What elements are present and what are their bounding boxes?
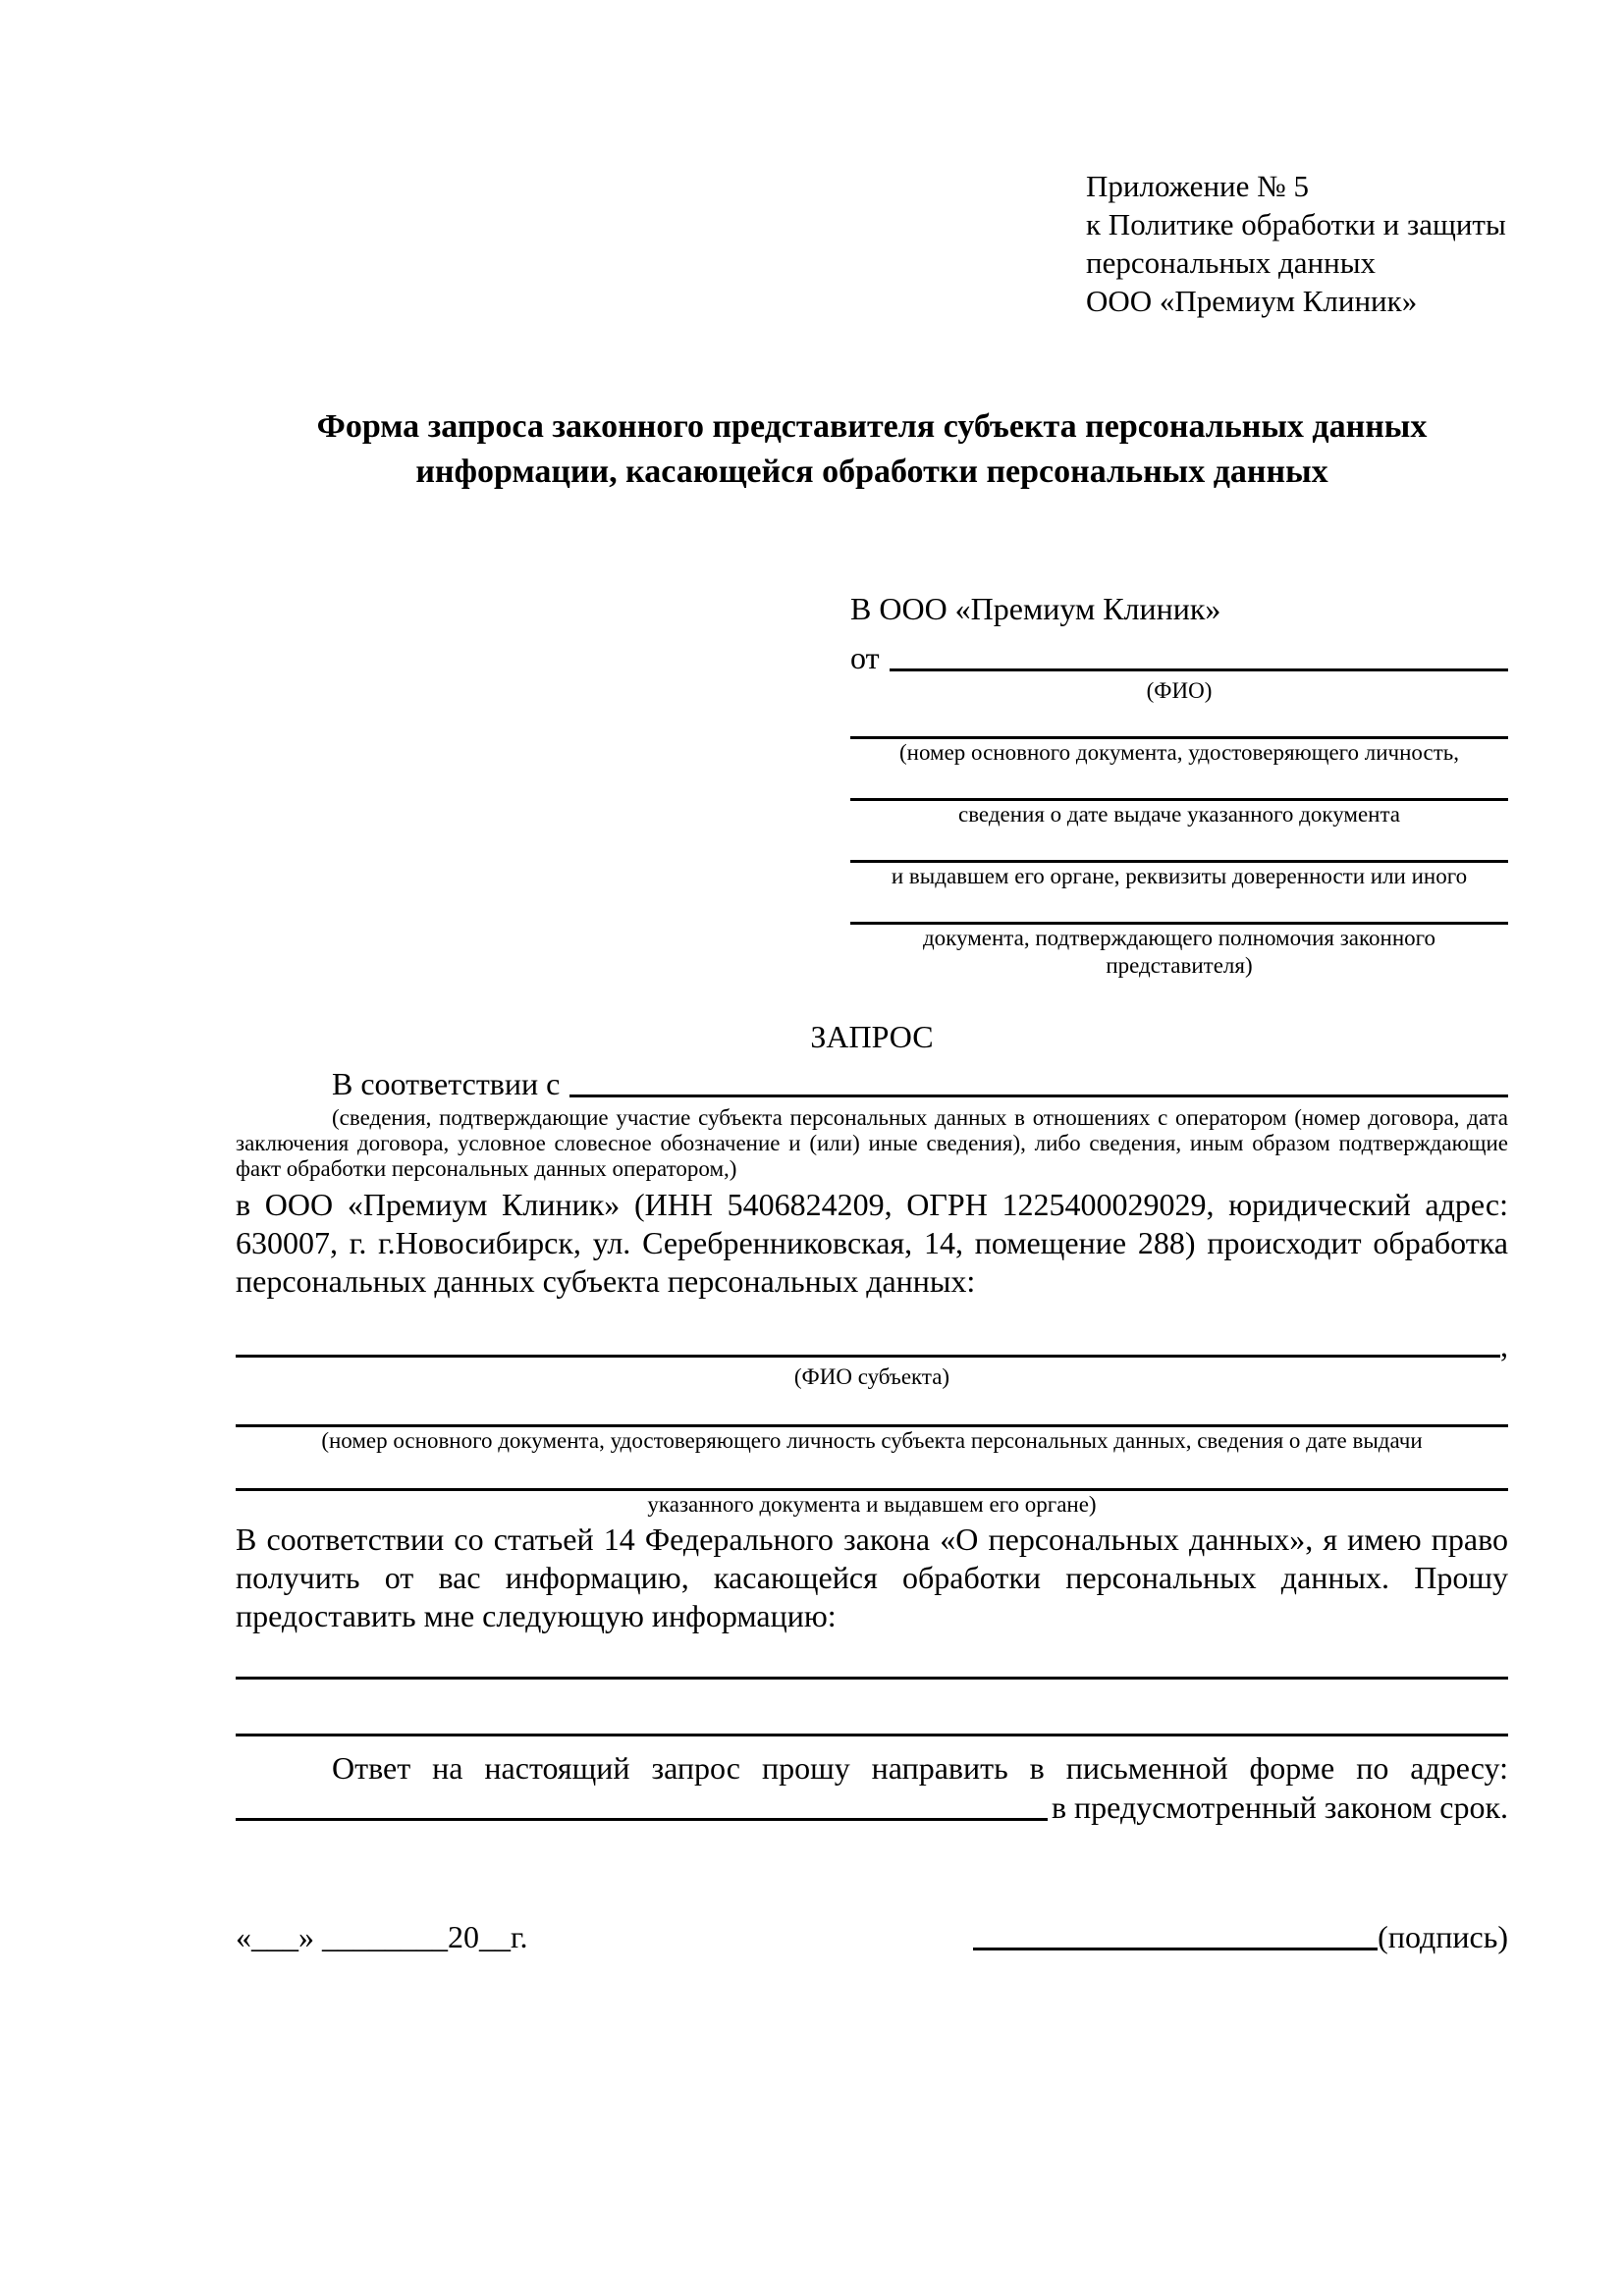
blank-line [850, 705, 1508, 739]
from-label: от [850, 640, 880, 675]
blank-caption: сведения о дате выдаче указанного документа [957, 802, 1401, 827]
blank-line [850, 828, 1508, 863]
addressee-organization: В ООО «Премиум Клиник» [850, 591, 1221, 626]
subject-name-line [236, 1328, 1508, 1363]
reply-suffix: в предусмотренный законом срок. [1051, 1789, 1508, 1825]
blank-caption: (номер основного документа, удостоверяющего личность субъекта персональных данных, сведения о дате выдачи [321, 1428, 1423, 1453]
law-paragraph: В соответствии со статьей 14 Федерального закона «О персональных данных», я имею право получить от вас информацию, касающейся обработки персональных данных. Прошу предоставить мне следующую информацию: [236, 1522, 1508, 1633]
appendix-note-line: к Политике обработки и защиты [1086, 207, 1506, 241]
operator-paragraph: в ООО «Премиум Клиник» (ИНН 5406824209, ОГРН 1225400029029, юридический адрес: 630007, г. г.Новосибирск, ул. Серебренниковская, 14, помещение 288) происходит обработка персональных данных субъекта персональных данных: [236, 1187, 1508, 1299]
blank-caption: указанного документа и выдавшем его органе) [647, 1492, 1097, 1517]
subject-doc-blank [236, 1391, 1508, 1455]
address-blank-line [236, 1818, 1048, 1821]
subject-comma: , [1500, 1328, 1508, 1363]
appendix-note-line: Приложение № 5 [1086, 169, 1309, 203]
date-signature-row [236, 1917, 1508, 1956]
blank-line [850, 890, 1508, 925]
intro-prefix: В соответствии с [332, 1066, 561, 1101]
signature-blank-line [973, 1918, 1378, 1950]
from-blank-line [890, 668, 1508, 671]
intro-caption: (сведения, подтверждающие участие субъекта персональных данных в отношениях с оператором (номер договора, дата заключения договора, условное словесное обозначение и (или) иные сведения), либо сведения, иным образом подтверждающие факт обработки персональных данных оператором,) [236, 1105, 1508, 1181]
appendix-note-line: ООО «Премиум Клиник» [1086, 284, 1418, 318]
blank-line [236, 1391, 1508, 1427]
reply-paragraph: Ответ на настоящий запрос прошу направить в письменной форме по адресу: [332, 1750, 1508, 1786]
representative-doc-blank [850, 890, 1508, 980]
fio-caption: (ФИО) [1146, 678, 1213, 703]
reply-address-line [236, 1788, 1508, 1827]
addressee-block [850, 589, 1508, 980]
intro-blank-line [569, 1095, 1508, 1097]
blank-caption: документа, подтверждающего полномочия законного представителя) [922, 926, 1435, 978]
representative-doc-blank [850, 828, 1508, 890]
subject-fio-caption: (ФИО субъекта) [793, 1364, 950, 1389]
intro-line [236, 1064, 1508, 1103]
from-line [850, 638, 1508, 677]
answer-blank-line [236, 1680, 1508, 1736]
request-heading: ЗАПРОС [810, 1019, 934, 1054]
blank-caption: (номер основного документа, удостоверяющего личность, [898, 740, 1459, 765]
representative-doc-blank [850, 705, 1508, 767]
answer-blank-line [236, 1635, 1508, 1680]
signature-caption: (подпись) [1378, 1919, 1508, 1954]
appendix-note [1086, 167, 1508, 320]
appendix-note-line: персональных данных [1086, 245, 1377, 280]
representative-doc-blank [850, 767, 1508, 828]
subject-blank-line [236, 1355, 1500, 1358]
signature-field [973, 1917, 1508, 1956]
date-field: «___» ________20__г. [236, 1919, 528, 1954]
document-content [236, 167, 1508, 1956]
subject-doc-blank [236, 1455, 1508, 1519]
document-title: Форма запроса законного представителя субъекта персональных данных информации, касающейся обработки персональных данных [316, 408, 1428, 490]
blank-line [236, 1455, 1508, 1491]
blank-caption: и выдавшем его органе, реквизиты доверенности или иного [891, 864, 1468, 888]
blank-line [850, 767, 1508, 801]
